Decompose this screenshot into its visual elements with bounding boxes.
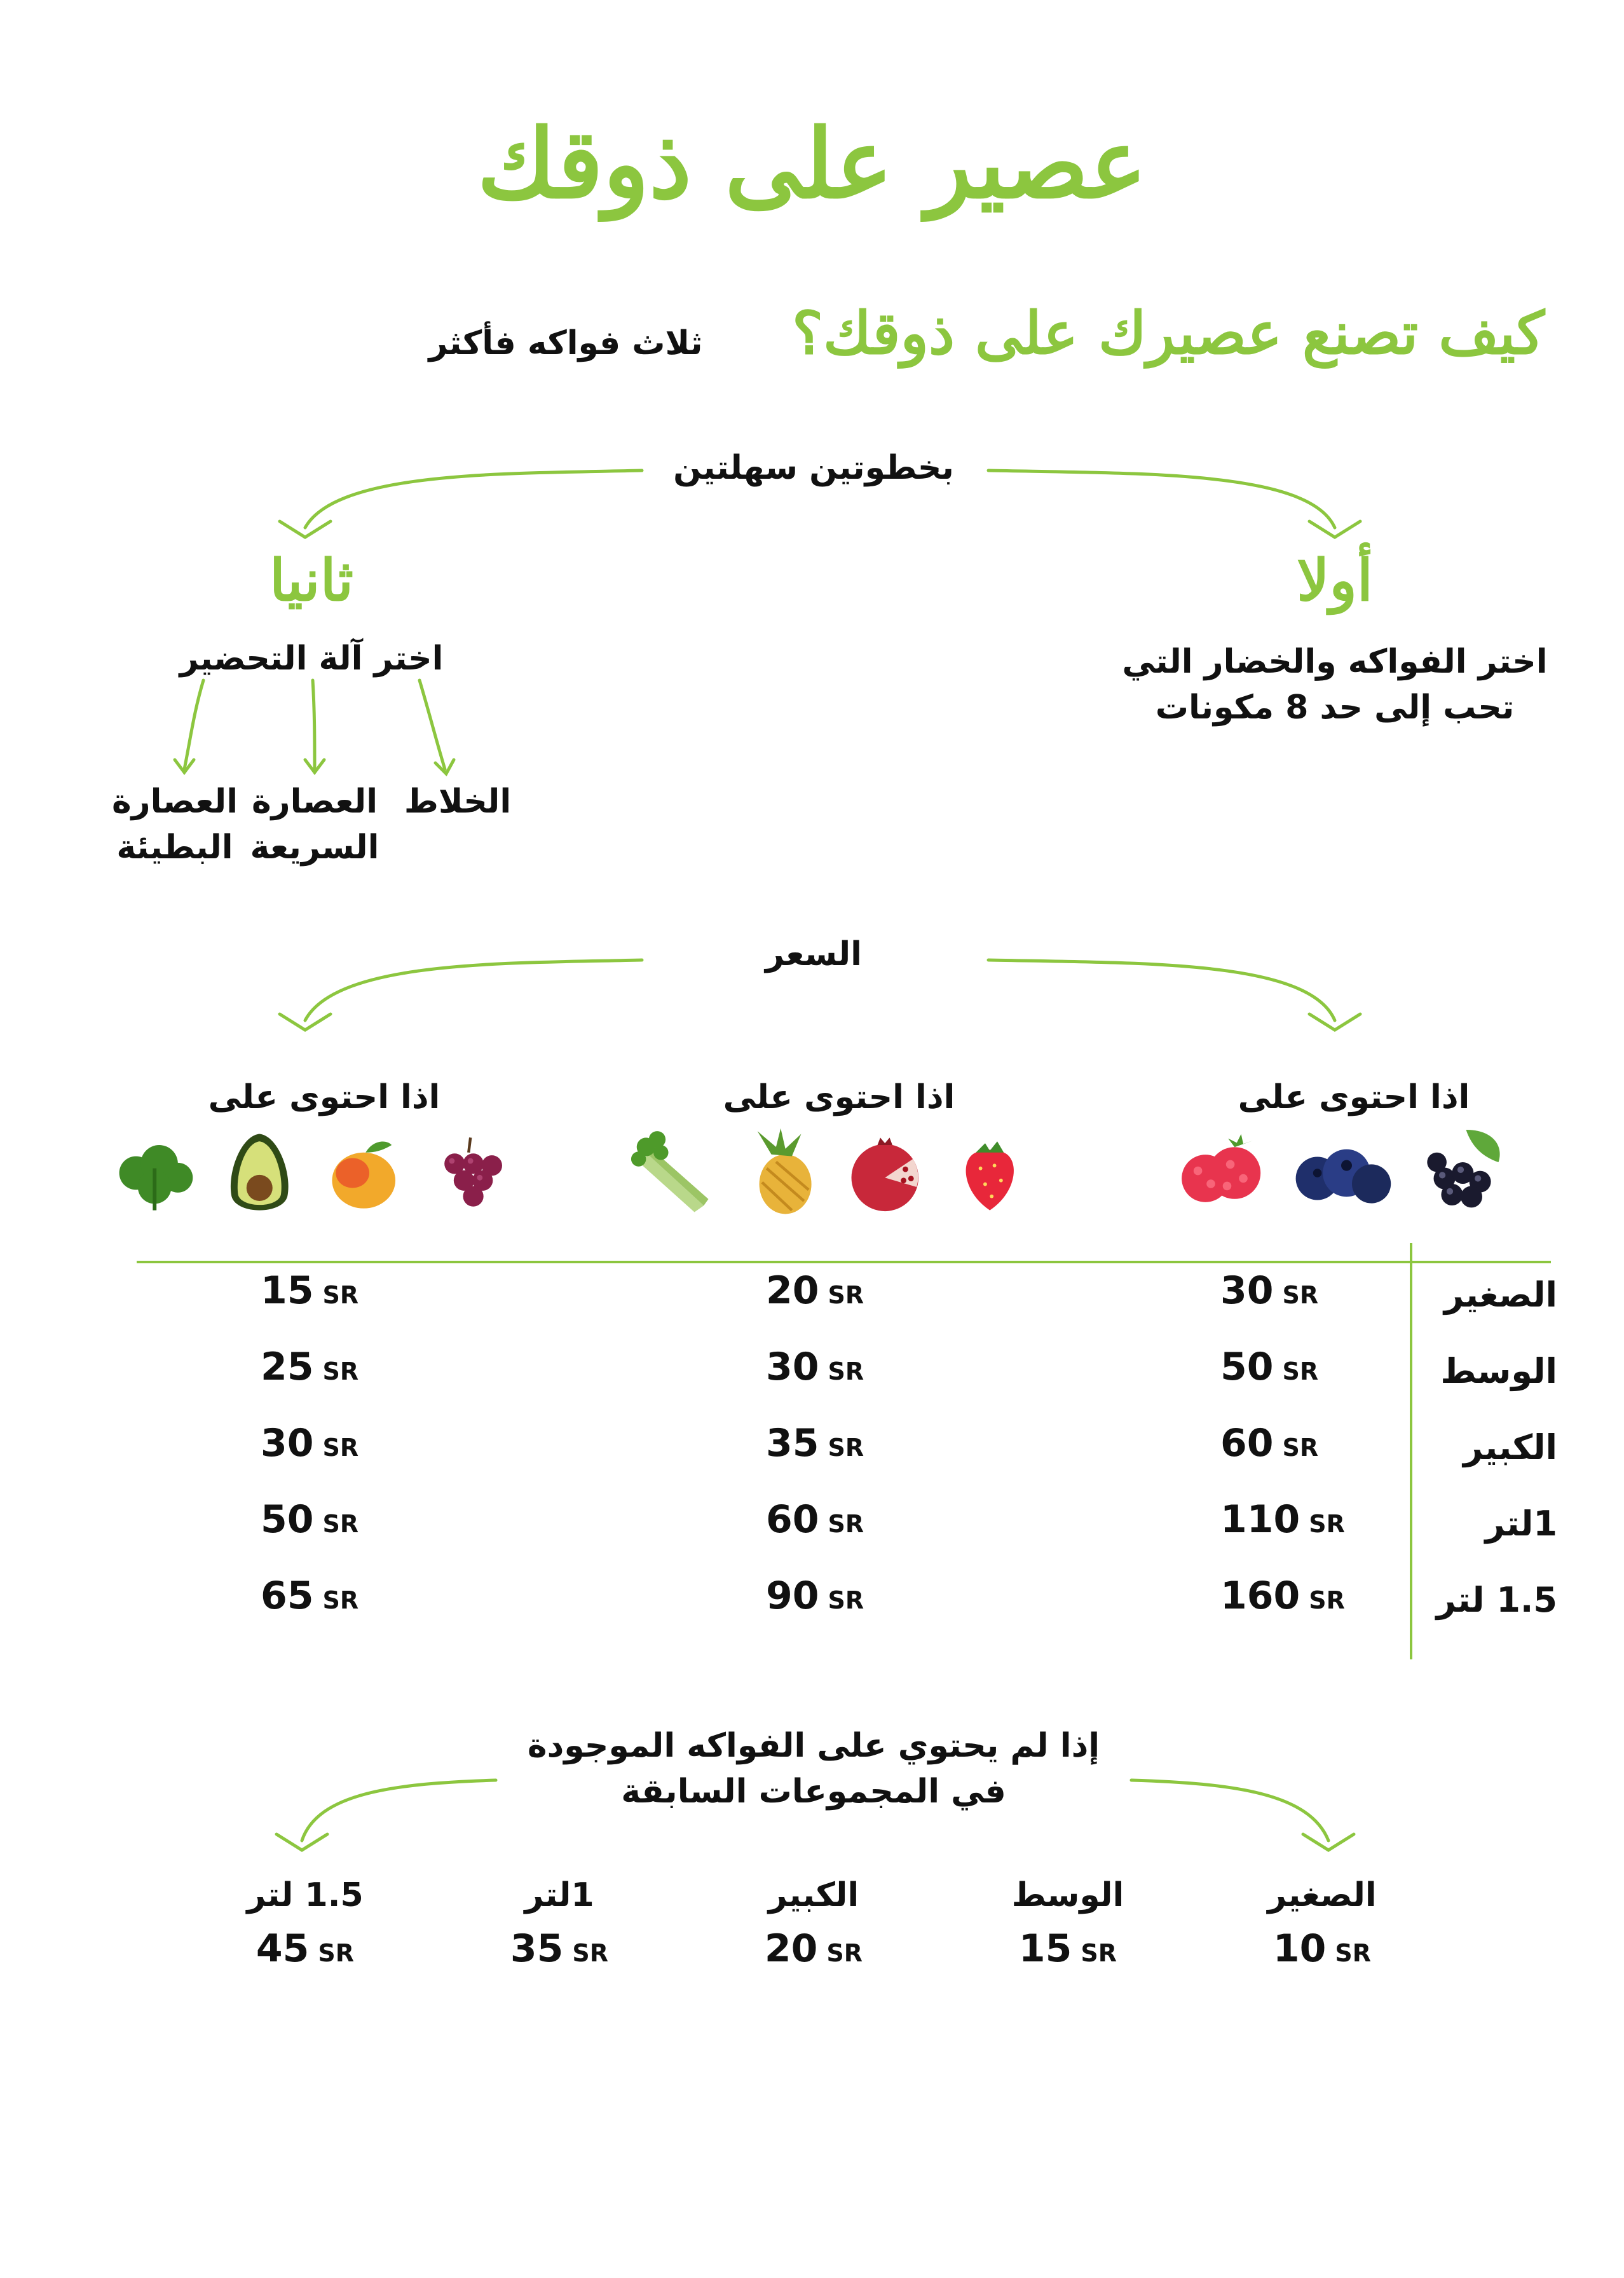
price-value: 30 <box>261 1421 314 1465</box>
fruit-group-3 <box>108 1119 515 1227</box>
arrowhead <box>1303 1834 1354 1850</box>
currency: SR <box>322 1434 359 1462</box>
price-value: 30 <box>766 1345 819 1389</box>
price-cell <box>1220 1268 1373 1345</box>
price-value: 45 <box>256 1926 310 1971</box>
price-cell <box>766 1497 918 1574</box>
arrowhead <box>280 521 331 537</box>
currency: SR <box>828 1434 864 1462</box>
other-price-1l <box>483 1926 636 1971</box>
price-value: 10 <box>1273 1926 1327 1971</box>
other-price-small <box>1246 1926 1398 1971</box>
step-first-line2: تحب إلى حد 8 مكونات <box>1155 689 1515 727</box>
blueberry-icon <box>1287 1119 1395 1227</box>
currency: SR <box>826 1939 863 1967</box>
price-cell <box>1220 1497 1373 1574</box>
machine-line1: العصارة <box>251 783 378 821</box>
currency: SR <box>1335 1939 1372 1967</box>
size-column <box>1424 1275 1557 1656</box>
mango-icon <box>317 1119 411 1227</box>
pineapple-icon <box>734 1119 828 1227</box>
step-first-text <box>1093 639 1576 731</box>
other-price-1-5l <box>229 1926 381 1971</box>
arrow-machine <box>420 680 445 769</box>
arrow-price-right <box>988 960 1335 1020</box>
other-size-small: الصغير <box>1267 1876 1377 1914</box>
price-cell <box>261 1345 413 1421</box>
machine-blender <box>381 779 534 825</box>
machine-line2: السريعة <box>250 828 379 867</box>
size-large: الكبير <box>1463 1427 1557 1467</box>
currency: SR <box>1309 1586 1345 1614</box>
other-price-medium <box>992 1926 1144 1971</box>
other-price-large <box>737 1926 890 1971</box>
machine-fast-juicer <box>235 779 394 870</box>
currency: SR <box>322 1357 359 1385</box>
price-value: 35 <box>766 1421 819 1465</box>
step-second-text: اختر آلة التحضير <box>179 640 444 678</box>
page-title: عصير على ذوقك <box>477 108 1147 220</box>
other-heading-line1: إذا لم يحتوي على الفواكه الموجودة <box>527 1727 1100 1765</box>
price-value: 110 <box>1220 1497 1300 1542</box>
strawberry-icon <box>943 1119 1037 1227</box>
price-value: 20 <box>764 1926 818 1971</box>
currency: SR <box>828 1357 864 1385</box>
price-cell <box>766 1574 918 1650</box>
price-value: 65 <box>261 1574 314 1618</box>
currency: SR <box>1309 1510 1345 1538</box>
price-value: 35 <box>510 1926 564 1971</box>
pomegranate-icon <box>838 1119 932 1227</box>
arrowhead <box>280 1014 331 1030</box>
price-cell <box>261 1268 413 1345</box>
group-label-3: اذا احتوى على <box>208 1078 440 1116</box>
price-value: 20 <box>766 1268 819 1313</box>
steps-intro: بخطوتين سهلتين <box>673 449 954 487</box>
price-value: 90 <box>766 1574 819 1618</box>
other-size-1-5l: 1.5 لتر <box>247 1876 364 1914</box>
size-1l: 1لتر <box>1485 1504 1557 1544</box>
currency: SR <box>1282 1281 1319 1309</box>
currency: SR <box>322 1281 359 1309</box>
blackberry-icon <box>1407 1119 1515 1227</box>
raspberry-icon <box>1168 1119 1276 1227</box>
kale-icon <box>108 1119 201 1227</box>
arrow-price-left <box>305 960 642 1020</box>
price-cell <box>766 1421 918 1497</box>
currency: SR <box>1081 1939 1117 1967</box>
arrow-to-first <box>988 470 1335 528</box>
currency: SR <box>322 1510 359 1538</box>
avocado-icon <box>213 1119 306 1227</box>
grapes-icon <box>422 1119 515 1227</box>
price-value: 160 <box>1220 1574 1300 1618</box>
other-size-medium: الوسط <box>1011 1876 1124 1914</box>
fruit-group-2 <box>629 1119 1036 1227</box>
price-value: 50 <box>261 1497 314 1542</box>
currency: SR <box>828 1281 864 1309</box>
price-value: 60 <box>1220 1421 1274 1465</box>
currency: SR <box>322 1586 359 1614</box>
size-small: الصغير <box>1443 1275 1557 1315</box>
arrow-machine <box>184 680 203 769</box>
price-cell <box>261 1497 413 1574</box>
price-cell <box>766 1345 918 1421</box>
price-column-1 <box>1220 1268 1373 1650</box>
machine-line2: البطيئة <box>116 828 233 867</box>
other-heading-line2: في المجموعات السابقة <box>621 1773 1006 1811</box>
price-column-3 <box>261 1268 413 1650</box>
price-cell <box>261 1421 413 1497</box>
price-value: 30 <box>1220 1268 1274 1313</box>
price-heading: السعر <box>765 935 862 973</box>
other-size-1l: 1لتر <box>524 1876 594 1914</box>
price-value: 50 <box>1220 1345 1274 1389</box>
arrow-machine <box>313 680 315 769</box>
group-label-2: اذا احتوى على <box>723 1078 955 1116</box>
currency: SR <box>828 1586 864 1614</box>
three-fruits-note: ثلاث فواكه فأكثر <box>428 324 703 362</box>
other-size-large: الكبير <box>768 1876 859 1914</box>
price-cell <box>766 1268 918 1345</box>
price-value: 60 <box>766 1497 819 1542</box>
currency: SR <box>828 1510 864 1538</box>
arrow-other-right <box>1131 1780 1328 1841</box>
step-first-title: أولا <box>1297 547 1373 614</box>
price-column-2 <box>766 1268 918 1650</box>
currency: SR <box>572 1939 609 1967</box>
other-heading <box>508 1723 1119 1815</box>
currency: SR <box>1282 1357 1319 1385</box>
price-value: 15 <box>261 1268 314 1313</box>
machine-slow-juicer <box>95 779 254 870</box>
price-cell <box>1220 1574 1373 1650</box>
price-cell <box>1220 1421 1373 1497</box>
machine-line1: العصارة <box>111 783 238 821</box>
arrow-to-second <box>305 470 642 528</box>
celery-icon <box>629 1119 723 1227</box>
size-1-5l: 1.5 لتر <box>1436 1580 1557 1620</box>
how-heading: كيف تصنع عصيرك على ذوقك؟ <box>792 299 1545 367</box>
fruit-group-1 <box>1119 1119 1564 1227</box>
machine-line1: الخلاط <box>404 783 512 821</box>
currency: SR <box>1282 1434 1319 1462</box>
price-cell <box>1220 1345 1373 1421</box>
price-value: 25 <box>261 1345 314 1389</box>
price-value: 15 <box>1018 1926 1072 1971</box>
step-second-title: ثانيا <box>269 547 354 614</box>
step-first-line1: اختر الفواكه والخضار التي <box>1122 643 1548 681</box>
currency: SR <box>318 1939 355 1967</box>
group-label-1: اذا احتوى على <box>1238 1078 1470 1116</box>
arrow-other-left <box>302 1780 496 1841</box>
size-medium: الوسط <box>1440 1351 1557 1391</box>
price-cell <box>261 1574 413 1650</box>
